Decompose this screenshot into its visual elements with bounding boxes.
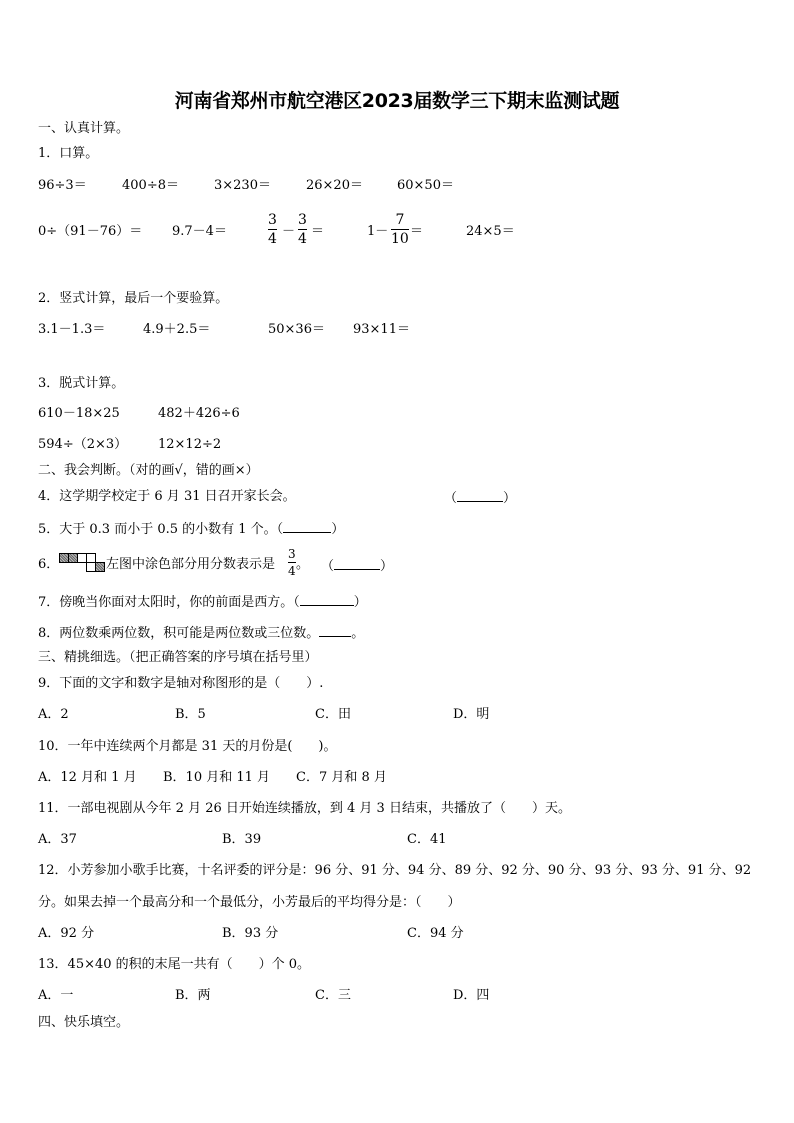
calc-item: 9.7－4＝ [172,224,227,239]
calc-item: 50×36＝ [268,322,325,337]
question-10: 10．一年中连续两个月都是 31 天的月份是( )。 [38,739,337,754]
question-12-line-1: 12．小芳参加小歌手比赛，十名评委的评分是：96 分、91 分、94 分、89 分、92 分、90 分、93 分、93 分、91 分、92 [38,863,752,878]
question-4: 4．这学期学校定于 6 月 31 日召开家长会。 [38,489,296,504]
calc-item: 26×20＝ [306,178,363,193]
question-6-text: 左图中涂色部分用分数表示是 [106,557,276,572]
bracket-open: （ [321,559,335,574]
question-1-heading: 1．口算。 [38,146,99,161]
calc-item: 610－18×25 [38,406,120,421]
question-12-line-2: 分。如果去掉一个最高分和一个最低分，小芳最后的平均得分是：（ ） [38,895,461,910]
option-c[interactable]: C．7 月和 8 月 [296,770,387,785]
fraction-numerator: 7 [395,212,405,228]
section-heading-3: 三、精挑细选。（把正确答案的序号填在括号里） [38,650,318,665]
calc-item: 24×5＝ [466,224,515,239]
calc-item: 60×50＝ [397,178,454,193]
option-a[interactable]: A．92 分 [38,926,95,941]
fraction-denominator: 10 [391,231,409,247]
fraction [288,548,296,577]
option-c[interactable]: C．94 分 [407,926,464,941]
fraction [298,213,307,246]
calc-item: 3.1－1.3＝ [38,322,106,337]
calc-item: 93×11＝ [353,322,410,337]
option-c[interactable]: C．田 [315,707,351,722]
equals-sign: ＝ [410,224,424,239]
question-13: 13．45×40 的积的末尾一共有（ ）个 0。 [38,957,311,972]
grid-cell-shaded [95,562,105,572]
question-5 [38,520,344,538]
question-6-number: 6． [38,557,60,572]
section-heading-4: 四、快乐填空。 [38,1015,130,1030]
fraction-denominator: 4 [288,564,296,578]
calc-item: 3×230＝ [214,178,271,193]
section-heading-2: 二、我会判断。（对的画√，错的画×） [38,463,259,478]
option-a[interactable]: A．一 [38,988,74,1003]
option-d[interactable]: D．四 [453,988,490,1003]
bracket-close: ） [331,522,345,537]
question-5-text: 5．大于 0.3 而小于 0.5 的小数有 1 个。（ [38,522,284,537]
answer-blank[interactable] [334,557,380,570]
option-c[interactable]: C．41 [407,832,447,847]
fraction [391,213,409,246]
fraction-numerator: 3 [288,547,296,561]
question-3-heading: 3．脱式计算。 [38,376,125,391]
option-b[interactable]: B．93 分 [222,926,279,941]
question-2-heading: 2．竖式计算，最后一个要验算。 [38,291,229,306]
fraction-denominator: 4 [298,231,307,247]
option-a[interactable]: A．37 [38,832,77,847]
answer-blank[interactable] [300,593,354,606]
fraction-numerator: 3 [298,212,307,228]
fraction-numerator: 3 [268,212,277,228]
period: 。 [351,626,365,641]
page-title: 河南省郑州市航空港区2023届数学三下期末监测试题 [174,90,620,112]
calc-item: 0÷（91－76）＝ [38,224,143,239]
bracket-open: （ [444,491,458,506]
option-a[interactable]: A．12 月和 1 月 [38,770,137,785]
option-b[interactable]: B．10 月和 11 月 [163,770,271,785]
calc-item: 12×12÷2 [158,437,222,452]
answer-blank[interactable] [283,520,331,533]
option-b[interactable]: B．5 [175,707,206,722]
question-8-text: 8．两位数乘两位数，积可能是两位数或三位数。 [38,626,320,641]
fraction [268,213,277,246]
option-d[interactable]: D．明 [453,707,490,722]
question-9: 9．下面的文字和数字是轴对称图形的是（ ）. [38,676,324,691]
bracket-close: ） [353,595,367,610]
calc-item: 594÷（2×3） [38,437,128,452]
calc-prefix: 1－ [367,224,389,239]
answer-blank[interactable] [319,624,351,637]
question-7-text: 7．傍晚当你面对太阳时，你的前面是西方。（ [38,595,300,610]
section-heading-1: 一、认真计算。 [38,121,130,136]
question-8 [38,624,364,642]
calc-item: 482＋426÷6 [158,406,240,421]
fraction-denominator: 4 [268,231,277,247]
answer-bracket[interactable] [444,489,516,507]
option-b[interactable]: B．39 [222,832,262,847]
option-c[interactable]: C．三 [315,988,351,1003]
period: 。 [296,557,310,572]
calc-item: 400÷8＝ [122,178,179,193]
bracket-close: ） [380,559,394,574]
bracket-close: ） [503,491,517,506]
equals-sign: ＝ [311,224,325,239]
calc-item: 96÷3＝ [38,178,87,193]
minus-sign: － [282,224,296,239]
answer-bracket[interactable] [321,557,393,575]
question-11: 11．一部电视剧从今年 2 月 26 日开始连续播放，到 4 月 3 日结束，共播放了（ ）天。 [38,801,571,816]
option-a[interactable]: A．2 [38,707,69,722]
question-7 [38,593,367,611]
fraction-grid-figure-lower [87,562,105,572]
option-b[interactable]: B．两 [175,988,211,1003]
answer-blank[interactable] [457,489,503,502]
calc-item: 4.9＋2.5＝ [143,322,211,337]
